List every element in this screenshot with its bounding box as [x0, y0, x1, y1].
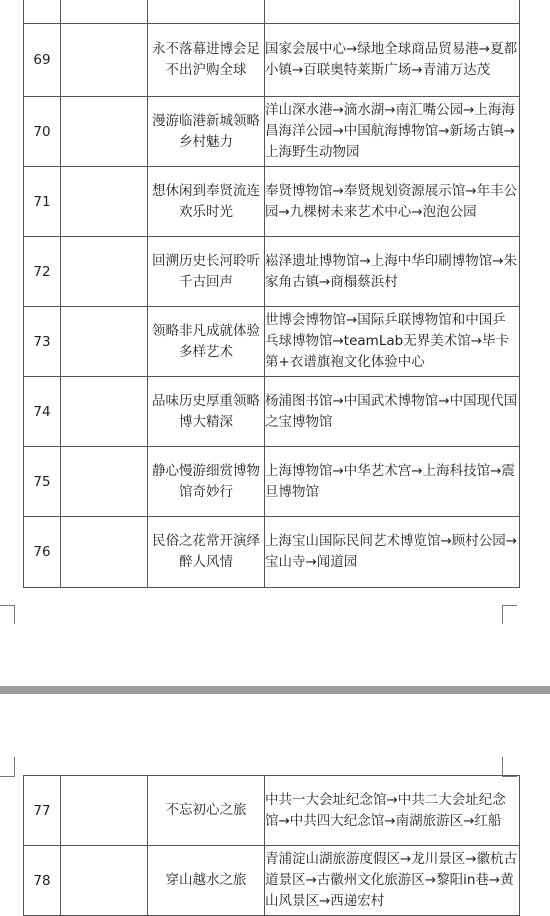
- route-stops: 崧泽遗址博物馆→上海中华印刷博物馆→朱家角古镇→商榻蔡浜村: [265, 237, 520, 307]
- table-row: [24, 377, 520, 447]
- crop-mark: [502, 757, 517, 777]
- route-stops: 奉贤博物馆→奉贤规划资源展示馆→年丰公园→九棵树未来艺术中心→泡泡公园: [265, 167, 520, 237]
- route-stops: 杨浦图书馆→中国武术博物馆→中国现代国之宝博物馆: [265, 377, 520, 447]
- row-number: 77: [24, 776, 61, 846]
- table-row: [24, 307, 520, 377]
- row-number: 75: [24, 447, 61, 517]
- page-separator: [0, 686, 550, 694]
- route-theme: 回溯历史长河聆听千古回声: [148, 237, 265, 307]
- row-number: 73: [24, 307, 61, 377]
- row-number: 69: [24, 24, 61, 97]
- route-theme: 品味历史厚重领略博大精深: [148, 377, 265, 447]
- route-stops: 青浦淀山湖旅游度假区→龙川景区→徽杭古道景区→古徽州文化旅游区→黎阳in巷→黄山风景区→西递宏村: [265, 846, 520, 916]
- table-row: [24, 167, 520, 237]
- table-row: [24, 237, 520, 307]
- route-stops: 世博会博物馆→国际乒联博物馆和中国乒乓球博物馆→teamLab无界美术馆→毕卡第+衣谱旗袍文化体验中心: [265, 307, 520, 377]
- document-page-bottom: [0, 694, 550, 911]
- row-number: 76: [24, 517, 61, 588]
- route-stops: 洋山深水港→滴水湖→南汇嘴公园→上海海昌海洋公园→中国航海博物馆→新场古镇→上海野生动物园: [265, 97, 520, 167]
- crop-mark: [0, 757, 15, 777]
- route-theme: 静心慢游细赏博物馆奇妙行: [148, 447, 265, 517]
- table-row: [24, 517, 520, 588]
- table-row: [24, 97, 520, 167]
- route-table-top: [23, 0, 520, 588]
- row-number: 72: [24, 237, 61, 307]
- table-row: [24, 846, 520, 916]
- row-number: 71: [24, 167, 61, 237]
- crop-mark: [0, 605, 15, 624]
- route-table-bottom: [23, 775, 520, 916]
- route-theme: 民俗之花常开演绎醉人风情: [148, 517, 265, 588]
- table-row: [24, 24, 520, 97]
- route-stops: 上海宝山国际民间艺术博览馆→顾村公园→宝山寺→闻道园: [265, 517, 520, 588]
- route-stops: 国家会展中心→绿地全球商品贸易港→夏都小镇→百联奥特莱斯广场→青浦万达茂: [265, 24, 520, 97]
- route-theme: 领略非凡成就体验多样艺术: [148, 307, 265, 377]
- route-stops: 中共一大会址纪念馆→中共二大会址纪念馆→中共四大纪念馆→南湖旅游区→红船: [265, 776, 520, 846]
- route-theme: 不忘初心之旅: [148, 776, 265, 846]
- route-theme: 穿山越水之旅: [148, 846, 265, 916]
- row-number: 70: [24, 97, 61, 167]
- crop-mark: [502, 605, 517, 624]
- route-theme: 想休闲到奉贤流连欢乐时光: [148, 167, 265, 237]
- route-stops: 上海博物馆→中华艺术宫→上海科技馆→震旦博物馆: [265, 447, 520, 517]
- route-theme: 漫游临港新城领略乡村魅力: [148, 97, 265, 167]
- table-row: [24, 0, 520, 24]
- row-number: 74: [24, 377, 61, 447]
- route-theme: 永不落幕进博会足不出沪购全球: [148, 24, 265, 97]
- table-row: [24, 776, 520, 846]
- table-row: [24, 447, 520, 517]
- row-number: 78: [24, 846, 61, 916]
